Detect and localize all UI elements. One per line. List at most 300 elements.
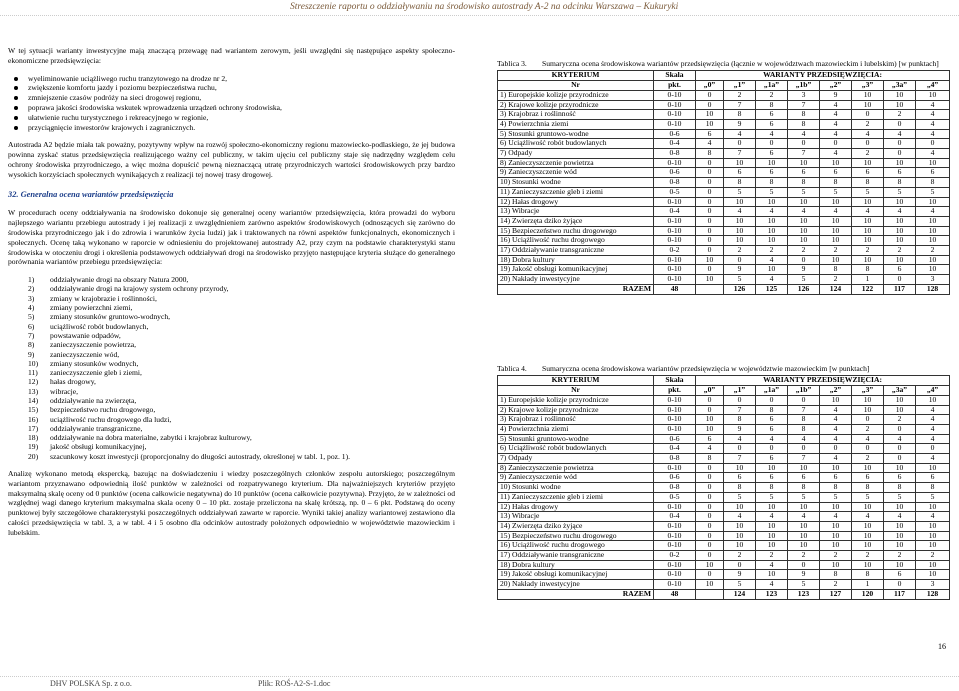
score-cell: 4 xyxy=(916,424,950,434)
scale-cell: 0-10 xyxy=(654,110,696,120)
score-cell: 0 xyxy=(696,512,724,522)
score-cell: 4 xyxy=(852,207,884,217)
score-cell: 6 xyxy=(756,149,788,159)
score-cell: 10 xyxy=(852,216,884,226)
score-cell: 0 xyxy=(696,158,724,168)
criterion-text: zmiany w krajobrazie i roślinności, xyxy=(50,293,157,303)
score-cell: 10 xyxy=(788,158,820,168)
score-cell: 0 xyxy=(696,502,724,512)
score-cell: 10 xyxy=(852,541,884,551)
score-cell: 10 xyxy=(820,541,852,551)
score-cell: 10 xyxy=(756,236,788,246)
score-cell: 10 xyxy=(884,216,916,226)
score-cell: 8 xyxy=(756,100,788,110)
procedure-paragraph: W procedurach oceny oddziaływania na środowisko dokonuje się generalnej oceny wariantów przedsięwzięcia, która prowadzi do wyboru najlepszego wariantu przebiegu autostrady i jej realizacji z uwzględnieniem zarówno aspektów środowiskowych (odnoszących się zarówno do środowiska przyrodniczego jak i do zdrowia i warunków życia ludzi) jak i traktowanych na równi aspektów funkcjonalnych, ekonomicznych i społecznych. Ocenę taką wykonano w raporcie w odniesieniu do projektowanej autostrady A2, przy czym na podstawie charakterystyki stanu środowiska w otoczeniu drogi i określenia podstawowych oddziaływań drogi na środowisko przyjęto następujące kryteria służące do generalnego porównania wariantów przebiegu przedsięwzięcia: xyxy=(8,208,455,267)
score-cell: 10 xyxy=(916,216,950,226)
page-header xyxy=(0,0,959,20)
score-cell: 5 xyxy=(884,187,916,197)
variant-header: „1b” xyxy=(788,386,820,396)
score-cell: 8 xyxy=(916,178,950,188)
score-cell: 8 xyxy=(724,483,756,493)
score-cell: 10 xyxy=(756,265,788,275)
table-row xyxy=(498,434,950,444)
score-cell: 4 xyxy=(820,110,852,120)
criterion-cell: 9) Zanieczyszczenie wód xyxy=(498,168,654,178)
criterion-cell: 15) Bezpieczeństwo ruchu drogowego xyxy=(498,226,654,236)
score-cell: 5 xyxy=(724,580,756,590)
score-cell: 10 xyxy=(916,463,950,473)
table-row xyxy=(498,207,950,217)
score-cell: 4 xyxy=(916,100,950,110)
score-cell: 0 xyxy=(696,100,724,110)
score-cell: 5 xyxy=(788,275,820,285)
score-cell: 6 xyxy=(756,415,788,425)
score-cell: 10 xyxy=(852,560,884,570)
table-row xyxy=(498,424,950,434)
score-cell: 4 xyxy=(788,512,820,522)
scale-cell: 0-10 xyxy=(654,405,696,415)
table3-summary xyxy=(497,70,950,294)
criterion-number: 6) xyxy=(28,321,35,331)
scale-cell: 0-10 xyxy=(654,424,696,434)
score-cell: 2 xyxy=(884,110,916,120)
score-cell: 10 xyxy=(788,197,820,207)
criterion-number: 20) xyxy=(28,451,39,461)
criterion-cell: 8) Zanieczyszczenie powietrza xyxy=(498,158,654,168)
score-cell: 10 xyxy=(696,119,724,129)
score-cell: 2 xyxy=(852,149,884,159)
score-cell: 10 xyxy=(724,463,756,473)
table-row xyxy=(498,405,950,415)
variant-header: „1a” xyxy=(756,386,788,396)
score-cell: 4 xyxy=(916,207,950,217)
score-cell: 9 xyxy=(724,424,756,434)
score-cell: 8 xyxy=(884,178,916,188)
criterion-cell: 19) Jakość obsługi komunikacyjnej xyxy=(498,570,654,580)
score-cell: 8 xyxy=(724,110,756,120)
score-cell: 10 xyxy=(884,521,916,531)
score-cell: 4 xyxy=(820,434,852,444)
criterion-number: 3) xyxy=(28,293,35,303)
scale-cell: 0-10 xyxy=(654,119,696,129)
score-cell: 5 xyxy=(756,492,788,502)
criterion-text: powstawanie odpadów, xyxy=(50,330,121,340)
criterion-cell: 13) Wibracje xyxy=(498,512,654,522)
score-cell: 10 xyxy=(852,255,884,265)
criterion-text: bezpieczeństwo ruchu drogowego, xyxy=(50,405,156,415)
scale-cell: 0-2 xyxy=(654,551,696,561)
score-cell: 2 xyxy=(852,454,884,464)
score-cell: 8 xyxy=(756,405,788,415)
score-cell: 10 xyxy=(852,158,884,168)
score-cell: 10 xyxy=(852,100,884,110)
score-cell: 6 xyxy=(756,473,788,483)
table-row xyxy=(498,119,950,129)
criterion-cell: 17) Oddziaływanie transgraniczne xyxy=(498,246,654,256)
scale-cell: 0-8 xyxy=(654,454,696,464)
variant-header: „1” xyxy=(724,386,756,396)
score-cell: 2 xyxy=(820,551,852,561)
score-cell: 8 xyxy=(820,178,852,188)
score-cell: 8 xyxy=(788,110,820,120)
score-cell: 10 xyxy=(696,275,724,285)
table3-caption xyxy=(497,59,951,68)
bullet-text: zmniejszenie czasów podróży na sieci drogowej regionu, xyxy=(28,93,202,103)
footer-filename: Plik: ROŚ-A2-S-1.doc xyxy=(258,679,331,688)
score-cell: 0 xyxy=(696,531,724,541)
footer-company: DHV POLSKA Sp. z o.o. xyxy=(50,679,132,688)
score-cell: 6 xyxy=(756,454,788,464)
score-cell: 6 xyxy=(696,129,724,139)
score-cell: 0 xyxy=(916,139,950,149)
score-cell: 0 xyxy=(696,405,724,415)
score-cell: 0 xyxy=(696,551,724,561)
criterion-number: 11) xyxy=(28,368,38,378)
score-cell: 8 xyxy=(756,178,788,188)
score-cell: 4 xyxy=(724,434,756,444)
table-row xyxy=(498,395,950,405)
header-points: pkt. xyxy=(654,386,696,396)
criterion-number: 12) xyxy=(28,377,39,387)
table-row xyxy=(498,570,950,580)
score-cell: 10 xyxy=(820,560,852,570)
score-cell: 8 xyxy=(852,570,884,580)
table-row xyxy=(498,492,950,502)
score-cell: 6 xyxy=(724,168,756,178)
criterion-cell: 3) Krajobraz i roślinność xyxy=(498,110,654,120)
score-cell: 0 xyxy=(884,275,916,285)
variant-header: „4” xyxy=(916,386,950,396)
criterion-item xyxy=(20,396,455,405)
variant-header: „3a” xyxy=(884,81,916,91)
scale-cell: 0-6 xyxy=(654,473,696,483)
score-cell: 8 xyxy=(820,483,852,493)
score-cell: 5 xyxy=(788,187,820,197)
total-cell: 117 xyxy=(884,589,916,599)
score-cell: 10 xyxy=(696,255,724,265)
score-cell: 0 xyxy=(884,444,916,454)
score-cell: 10 xyxy=(852,226,884,236)
footer-divider xyxy=(0,676,959,677)
score-cell: 4 xyxy=(852,129,884,139)
score-cell: 0 xyxy=(788,395,820,405)
table-row xyxy=(498,100,950,110)
total-cell: 127 xyxy=(820,589,852,599)
table-row xyxy=(498,158,950,168)
score-cell: 5 xyxy=(884,492,916,502)
scale-cell: 0-10 xyxy=(654,236,696,246)
score-cell: 3 xyxy=(916,275,950,285)
score-cell: 4 xyxy=(916,405,950,415)
score-cell: 7 xyxy=(724,100,756,110)
score-cell: 0 xyxy=(884,424,916,434)
score-cell: 0 xyxy=(756,444,788,454)
scale-cell: 0-10 xyxy=(654,100,696,110)
criterion-cell: 6) Uciążliwość robót budowlanych xyxy=(498,444,654,454)
score-cell: 0 xyxy=(724,395,756,405)
total-empty xyxy=(696,284,724,294)
left-column xyxy=(8,46,455,542)
scale-cell: 0-10 xyxy=(654,90,696,100)
criterion-cell: 4) Powierzchnia ziemi xyxy=(498,119,654,129)
score-cell: 5 xyxy=(788,580,820,590)
criterion-cell: 9) Zanieczyszczenie wód xyxy=(498,473,654,483)
table4-caption-text: Sumaryczna ocena środowiskowa wariantów przedsięwzięcia w województwie mazowieckim [w punktach] xyxy=(542,364,870,373)
table-row xyxy=(498,246,950,256)
table-row xyxy=(498,149,950,159)
score-cell: 10 xyxy=(756,521,788,531)
score-cell: 0 xyxy=(696,168,724,178)
total-cell: 126 xyxy=(724,284,756,294)
bullet-text: wyeliminowanie uciążliwego ruchu tranzytowego na drodze nr 2, xyxy=(28,73,228,83)
score-cell: 2 xyxy=(884,415,916,425)
score-cell: 5 xyxy=(724,187,756,197)
score-cell: 4 xyxy=(756,512,788,522)
scale-cell: 0-10 xyxy=(654,216,696,226)
bullet-item xyxy=(20,83,455,93)
table-row xyxy=(498,531,950,541)
scale-cell: 0-8 xyxy=(654,149,696,159)
score-cell: 10 xyxy=(916,395,950,405)
scale-cell: 0-10 xyxy=(654,275,696,285)
criterion-text: wibracje, xyxy=(50,386,79,396)
criterion-cell: 17) Oddziaływanie transgraniczne xyxy=(498,551,654,561)
score-cell: 0 xyxy=(724,444,756,454)
score-cell: 4 xyxy=(884,512,916,522)
score-cell: 4 xyxy=(884,434,916,444)
criteria-list xyxy=(8,275,455,461)
score-cell: 9 xyxy=(724,119,756,129)
score-cell: 5 xyxy=(852,492,884,502)
score-cell: 0 xyxy=(852,444,884,454)
score-cell: 10 xyxy=(916,197,950,207)
header-points: pkt. xyxy=(654,81,696,91)
score-cell: 6 xyxy=(696,434,724,444)
score-cell: 7 xyxy=(788,100,820,110)
criterion-cell: 11) Zanieczyszczenie gleb i ziemi xyxy=(498,187,654,197)
score-cell: 6 xyxy=(852,473,884,483)
score-cell: 10 xyxy=(884,197,916,207)
criterion-item xyxy=(20,405,455,414)
criterion-cell: 19) Jakość obsługi komunikacyjnej xyxy=(498,265,654,275)
score-cell: 2 xyxy=(852,551,884,561)
criterion-cell: 20) Nakłady inwestycyjne xyxy=(498,580,654,590)
score-cell: 4 xyxy=(756,207,788,217)
score-cell: 7 xyxy=(788,405,820,415)
table-row xyxy=(498,255,950,265)
variant-header: „3” xyxy=(852,386,884,396)
score-cell: 0 xyxy=(916,444,950,454)
criterion-text: zmiany powierzchni ziemi, xyxy=(50,303,133,313)
score-cell: 10 xyxy=(884,502,916,512)
table-row xyxy=(498,275,950,285)
score-cell: 2 xyxy=(756,551,788,561)
score-cell: 6 xyxy=(884,570,916,580)
score-cell: 10 xyxy=(916,560,950,570)
scale-cell: 0-10 xyxy=(654,521,696,531)
score-cell: 6 xyxy=(916,168,950,178)
table-row xyxy=(498,444,950,454)
bullet-text: poprawa jakości środowiska wskutek wprowadzenia urządzeń ochrony środowiska, xyxy=(28,102,282,112)
score-cell: 10 xyxy=(756,541,788,551)
header-criterion: KRYTERIUM xyxy=(498,376,654,386)
bullet-dot-icon xyxy=(14,96,18,100)
scale-cell: 0-5 xyxy=(654,187,696,197)
score-cell: 2 xyxy=(916,246,950,256)
score-cell: 4 xyxy=(788,207,820,217)
table-row xyxy=(498,265,950,275)
score-cell: 10 xyxy=(696,560,724,570)
table-row xyxy=(498,226,950,236)
criterion-text: zanieczyszczenie powietrza, xyxy=(50,340,137,350)
criterion-cell: 11) Zanieczyszczenie gleb i ziemi xyxy=(498,492,654,502)
score-cell: 5 xyxy=(756,187,788,197)
criterion-cell: 3) Krajobraz i roślinność xyxy=(498,415,654,425)
score-cell: 10 xyxy=(724,216,756,226)
score-cell: 0 xyxy=(696,178,724,188)
score-cell: 2 xyxy=(884,551,916,561)
score-cell: 5 xyxy=(788,492,820,502)
score-cell: 4 xyxy=(884,129,916,139)
criterion-cell: 7) Odpady xyxy=(498,454,654,464)
total-scale: 48 xyxy=(654,284,696,294)
score-cell: 10 xyxy=(788,531,820,541)
score-cell: 4 xyxy=(852,512,884,522)
score-cell: 10 xyxy=(724,521,756,531)
score-cell: 4 xyxy=(820,454,852,464)
score-cell: 8 xyxy=(724,178,756,188)
criterion-number: 7) xyxy=(28,330,35,340)
bullet-item xyxy=(20,123,455,133)
table-row xyxy=(498,580,950,590)
score-cell: 10 xyxy=(884,531,916,541)
score-cell: 4 xyxy=(916,512,950,522)
score-cell: 6 xyxy=(756,424,788,434)
table-row xyxy=(498,168,950,178)
score-cell: 2 xyxy=(820,246,852,256)
total-cell: 122 xyxy=(852,284,884,294)
score-cell: 10 xyxy=(756,531,788,541)
score-cell: 8 xyxy=(696,454,724,464)
header-criterion: KRYTERIUM xyxy=(498,71,654,81)
score-cell: 10 xyxy=(724,236,756,246)
score-cell: 5 xyxy=(916,492,950,502)
score-cell: 4 xyxy=(724,207,756,217)
table4-block xyxy=(497,364,951,600)
score-cell: 1 xyxy=(852,580,884,590)
scale-cell: 0-10 xyxy=(654,265,696,275)
score-cell: 0 xyxy=(696,570,724,580)
score-cell: 10 xyxy=(820,531,852,541)
score-cell: 6 xyxy=(820,168,852,178)
score-cell: 0 xyxy=(696,246,724,256)
score-cell: 0 xyxy=(852,139,884,149)
total-cell: 128 xyxy=(916,589,950,599)
header-divider xyxy=(0,15,959,16)
scale-cell: 0-4 xyxy=(654,444,696,454)
score-cell: 2 xyxy=(788,246,820,256)
score-cell: 0 xyxy=(696,483,724,493)
score-cell: 6 xyxy=(788,168,820,178)
score-cell: 7 xyxy=(788,149,820,159)
criterion-item xyxy=(20,442,455,451)
header-scale: Skala xyxy=(654,376,696,386)
score-cell: 8 xyxy=(820,265,852,275)
score-cell: 5 xyxy=(916,187,950,197)
score-cell: 10 xyxy=(724,226,756,236)
score-cell: 10 xyxy=(916,570,950,580)
total-empty xyxy=(696,589,724,599)
criterion-cell: 16) Uciążliwość ruchu drogowego xyxy=(498,236,654,246)
criterion-text: uciążliwość robót budowlanych, xyxy=(50,321,149,331)
score-cell: 10 xyxy=(852,521,884,531)
table-row xyxy=(498,512,950,522)
score-cell: 0 xyxy=(756,139,788,149)
criterion-text: szacunkowy koszt inwestycji (proporcjonalny do długości autostrady, określonej w tabl. 1, poz. 1). xyxy=(50,451,351,461)
score-cell: 0 xyxy=(820,444,852,454)
score-cell: 10 xyxy=(916,226,950,236)
total-cell: 125 xyxy=(756,284,788,294)
score-cell: 0 xyxy=(788,444,820,454)
variant-header: „2” xyxy=(820,386,852,396)
bullet-item xyxy=(20,74,455,84)
score-cell: 10 xyxy=(820,197,852,207)
score-cell: 0 xyxy=(696,187,724,197)
criterion-item xyxy=(20,284,455,293)
criterion-cell: 7) Odpady xyxy=(498,149,654,159)
score-cell: 10 xyxy=(884,90,916,100)
score-cell: 2 xyxy=(724,551,756,561)
score-cell: 5 xyxy=(724,492,756,502)
score-cell: 10 xyxy=(884,236,916,246)
table-row xyxy=(498,454,950,464)
score-cell: 10 xyxy=(756,197,788,207)
score-cell: 0 xyxy=(724,255,756,265)
scale-cell: 0-4 xyxy=(654,139,696,149)
header-nr: Nr xyxy=(498,81,654,91)
criterion-number: 16) xyxy=(28,414,39,424)
criterion-cell: 14) Zwierzęta dziko żyjące xyxy=(498,216,654,226)
score-cell: 2 xyxy=(756,246,788,256)
score-cell: 0 xyxy=(696,207,724,217)
score-cell: 10 xyxy=(852,531,884,541)
scale-cell: 0-8 xyxy=(654,178,696,188)
score-cell: 3 xyxy=(788,90,820,100)
score-cell: 10 xyxy=(788,502,820,512)
score-cell: 6 xyxy=(820,473,852,483)
variant-header: „1b” xyxy=(788,81,820,91)
score-cell: 10 xyxy=(696,415,724,425)
criterion-item xyxy=(20,294,455,303)
scale-cell: 0-6 xyxy=(654,168,696,178)
criterion-item xyxy=(20,312,455,321)
score-cell: 6 xyxy=(756,119,788,129)
score-cell: 9 xyxy=(724,570,756,580)
score-cell: 0 xyxy=(788,139,820,149)
score-cell: 8 xyxy=(788,119,820,129)
bullet-dot-icon xyxy=(14,77,18,81)
criterion-cell: 18) Dobra kultury xyxy=(498,560,654,570)
score-cell: 2 xyxy=(820,580,852,590)
score-cell: 10 xyxy=(820,502,852,512)
score-cell: 0 xyxy=(696,197,724,207)
score-cell: 3 xyxy=(916,580,950,590)
table-row xyxy=(498,483,950,493)
score-cell: 2 xyxy=(820,275,852,285)
criterion-text: hałas drogowy, xyxy=(50,377,96,387)
criterion-number: 17) xyxy=(28,423,39,433)
criterion-number: 8) xyxy=(28,340,35,350)
